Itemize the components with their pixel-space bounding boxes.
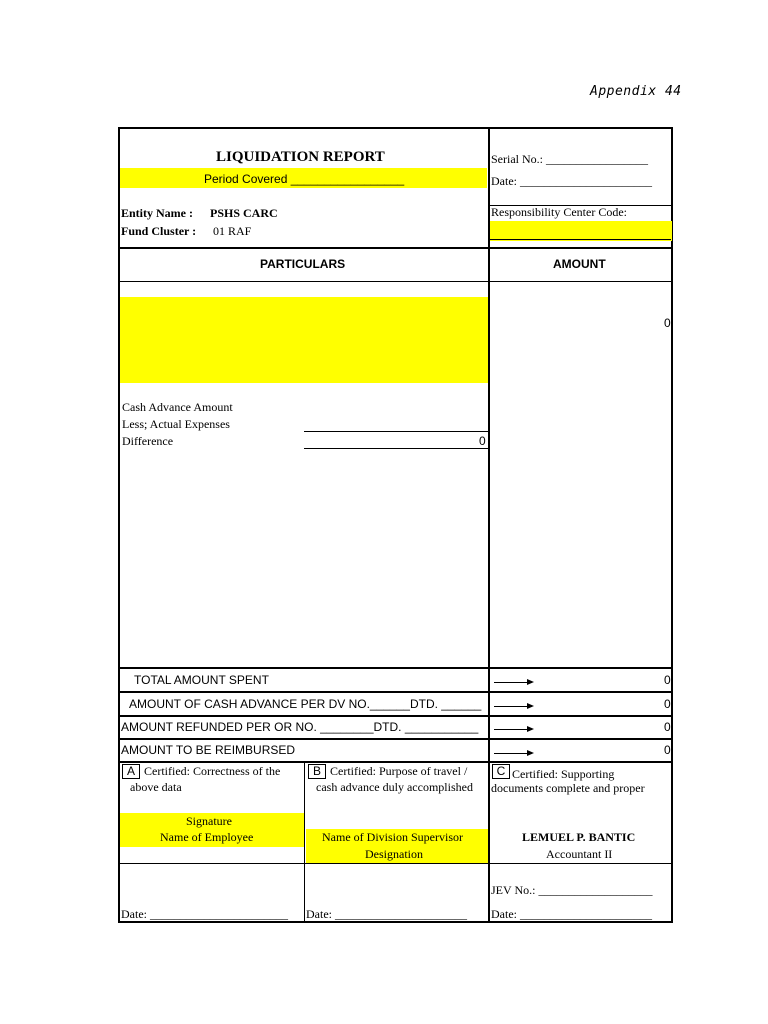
cert-divider-ab bbox=[304, 761, 305, 921]
division-supervisor-name: Name of Division Supervisor bbox=[322, 830, 463, 844]
cert-c-text-2: documents complete and proper bbox=[491, 781, 645, 795]
cash-advance-dv-value: 0 bbox=[664, 697, 671, 711]
cert-b-text-1: Certified: Purpose of travel / bbox=[330, 764, 468, 778]
cert-c-letter: C bbox=[492, 764, 510, 779]
appendix-label: Appendix 44 bbox=[590, 84, 682, 99]
report-title: LIQUIDATION REPORT bbox=[216, 149, 385, 165]
header-date[interactable]: Date: ______________________ bbox=[491, 174, 652, 188]
amount-refunded-label: AMOUNT REFUNDED PER OR NO. ________DTD. ___________ bbox=[121, 720, 479, 734]
amount-header: AMOUNT bbox=[553, 257, 606, 271]
jev-no[interactable]: JEV No.: ___________________ bbox=[491, 883, 653, 897]
particulars-header: PARTICULARS bbox=[260, 257, 346, 271]
header-bottom-line bbox=[120, 247, 671, 249]
serial-no[interactable]: Serial No.: _________________ bbox=[491, 152, 648, 166]
summary-line-2 bbox=[120, 691, 671, 693]
cash-advance-amount-label: Cash Advance Amount bbox=[122, 400, 233, 414]
less-actual-expenses-label: Less; Actual Expenses bbox=[122, 417, 230, 431]
summary-top-line bbox=[120, 667, 671, 669]
summary-line-4 bbox=[120, 738, 671, 740]
difference-underline bbox=[304, 448, 488, 449]
accountant-title: Accountant II bbox=[546, 847, 613, 861]
cert-c-text-1: Certified: Supporting bbox=[512, 767, 615, 781]
period-covered[interactable]: Period Covered _________________ bbox=[204, 172, 405, 186]
cert-b-text-2: cash advance duly accomplished bbox=[316, 780, 473, 794]
cash-advance-dv-label: AMOUNT OF CASH ADVANCE PER DV NO.______DTD. ______ bbox=[129, 697, 482, 711]
summary-line-3 bbox=[120, 715, 671, 717]
cert-a-text-1: Certified: Correctness of the bbox=[144, 764, 281, 778]
arrow-right-icon bbox=[494, 753, 532, 754]
amount-value: 0 bbox=[664, 316, 671, 330]
supervisor-designation: Designation bbox=[365, 847, 423, 861]
responsibility-code-highlight bbox=[490, 221, 672, 241]
date-b[interactable]: Date: ______________________ bbox=[306, 907, 467, 921]
entity-name-value: PSHS CARC bbox=[210, 206, 278, 220]
responsibility-code-underline bbox=[490, 239, 671, 240]
responsibility-center-code[interactable]: Responsibility Center Code: bbox=[491, 205, 627, 219]
entity-name-label: Entity Name : bbox=[121, 206, 193, 220]
arrow-right-icon bbox=[494, 729, 532, 730]
fund-cluster-value: 01 RAF bbox=[213, 224, 252, 238]
total-amount-spent-label: TOTAL AMOUNT SPENT bbox=[134, 673, 269, 687]
certification-top-line bbox=[120, 761, 671, 763]
amount-refunded-value: 0 bbox=[664, 720, 671, 734]
particulars-highlight bbox=[120, 297, 488, 383]
cert-a-letter: A bbox=[122, 764, 140, 779]
total-amount-spent-value: 0 bbox=[664, 673, 671, 687]
amount-reimbursed-value: 0 bbox=[664, 743, 671, 757]
name-of-employee: Name of Employee bbox=[160, 830, 254, 844]
difference-value: 0 bbox=[479, 434, 486, 448]
date-c[interactable]: Date: ______________________ bbox=[491, 907, 652, 921]
difference-label: Difference bbox=[122, 434, 174, 448]
liquidation-report-form bbox=[118, 127, 673, 923]
accountant-name: LEMUEL P. BANTIC bbox=[522, 830, 636, 844]
cert-a-text-2: above data bbox=[130, 780, 182, 794]
amount-reimbursed-label: AMOUNT TO BE REIMBURSED bbox=[121, 743, 296, 757]
fund-cluster-label: Fund Cluster : bbox=[121, 224, 197, 238]
cert-b-letter: B bbox=[308, 764, 326, 779]
arrow-right-icon bbox=[494, 706, 532, 707]
signature-bottom-line bbox=[120, 863, 671, 864]
columns-header-line bbox=[120, 281, 671, 282]
signature-label: Signature bbox=[186, 814, 232, 828]
expenses-underline bbox=[304, 431, 488, 432]
date-a[interactable]: Date: _______________________ bbox=[121, 907, 288, 921]
arrow-right-icon bbox=[494, 682, 532, 683]
